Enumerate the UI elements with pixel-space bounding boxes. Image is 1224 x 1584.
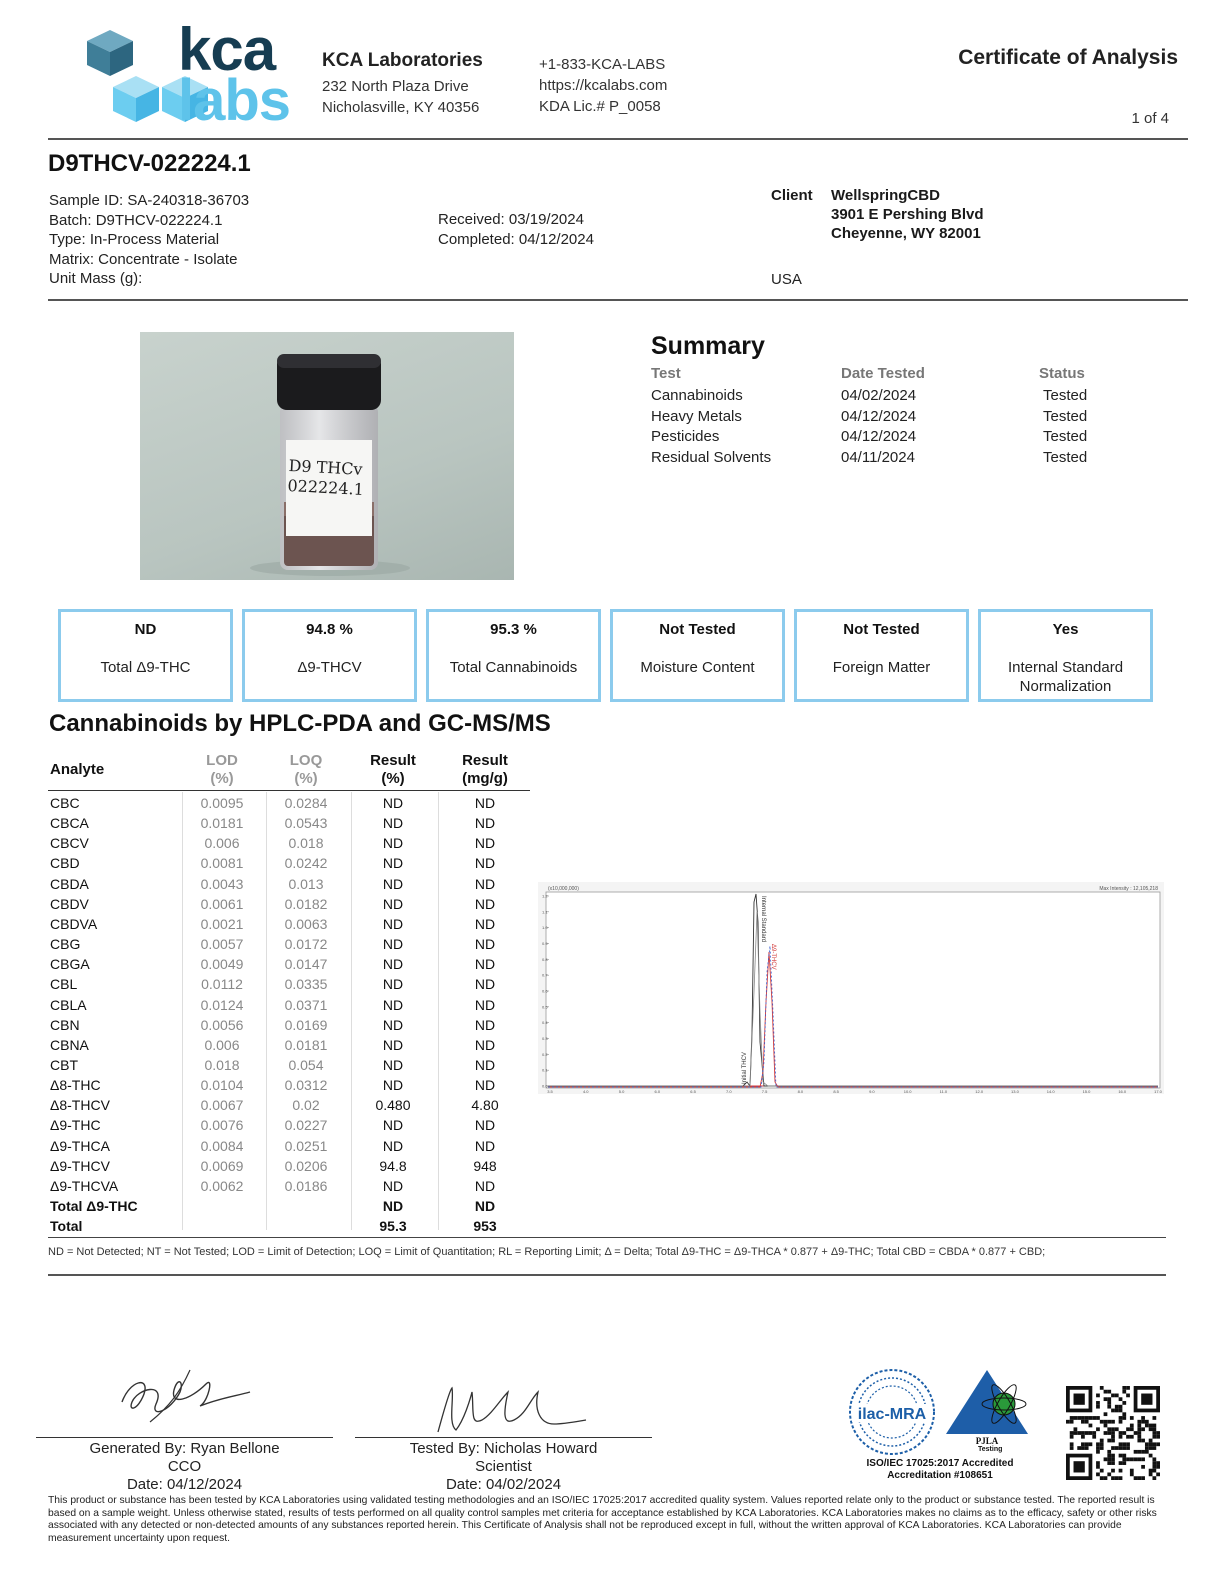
signature-nicholas-howard — [430, 1380, 590, 1440]
col-header-result-mg — [440, 752, 530, 788]
signature-date: Date: 04/02/2024 — [445, 1476, 562, 1493]
result-pct-cell: 0.480 — [375, 1097, 411, 1114]
lab-address-line2: Nicholasville, KY 40356 — [322, 99, 480, 116]
jar-label-line2: 022224.1 — [287, 476, 365, 499]
metric-label: Total Δ9-THC — [100, 659, 191, 676]
metric-label: Moisture Content — [640, 659, 755, 676]
metric-label: Total Cannabinoids — [449, 659, 578, 676]
lod-cell: 0.0181 — [200, 815, 244, 832]
col-header-result-pct-unit: (%) — [381, 770, 405, 787]
result-pct-cell: ND — [382, 1117, 404, 1134]
x-tick-label: 6.5 — [690, 1089, 696, 1094]
lod-cell: 0.0057 — [200, 936, 244, 953]
signer-role: Scientist — [475, 1458, 532, 1475]
lod-cell: 0.0104 — [200, 1077, 244, 1094]
metric-box-internal-standard — [978, 609, 1153, 702]
table-row — [48, 1216, 530, 1236]
x-tick-label: 10.0 — [903, 1089, 912, 1094]
loq-cell: 0.0147 — [284, 956, 328, 973]
loq-cell: 0.0186 — [284, 1177, 328, 1194]
result-pct-cell: ND — [382, 1036, 404, 1053]
table-row — [48, 914, 530, 934]
table-row — [48, 1075, 530, 1095]
metric-label: Δ9-THCV — [297, 659, 362, 676]
x-tick-label: 5.0 — [618, 1089, 625, 1094]
summary-row-date: 04/11/2024 — [841, 449, 915, 466]
col-header-result-pct-name: Result — [370, 752, 416, 769]
received-date: Received: 03/19/2024 — [438, 211, 584, 228]
logo-wordmark-kca: kca — [178, 16, 276, 83]
chromatogram-chart — [538, 882, 1164, 1094]
x-tick-label: 11.0 — [939, 1089, 948, 1094]
lod-cell: 0.0081 — [200, 855, 244, 872]
result-mg-cell: ND — [474, 1077, 496, 1094]
table-row — [48, 833, 530, 853]
result-mg-cell: ND — [474, 855, 496, 872]
result-pct-cell: ND — [382, 1077, 404, 1094]
signer-block-1 — [36, 1440, 333, 1494]
y-tick-label: 0.2 — [542, 1051, 548, 1057]
section-bottom-rule — [48, 1274, 1166, 1276]
x-tick-label: 9.0 — [869, 1089, 875, 1094]
lod-cell: 0.018 — [204, 1056, 240, 1073]
table-row — [48, 1035, 530, 1055]
signature-line — [355, 1437, 652, 1438]
result-mg-cell: ND — [474, 956, 496, 973]
table-row — [48, 1095, 530, 1115]
y-tick-label: 0.1 — [542, 1067, 548, 1073]
document-title: Certificate of Analysis — [958, 46, 1178, 69]
result-mg-cell: ND — [474, 795, 496, 811]
analyte-cell: CBCA — [50, 815, 89, 832]
metric-box-foreign-matter — [794, 609, 969, 702]
lab-phone: +1-833-KCA-LABS — [539, 56, 666, 73]
x-tick-label: 15.0 — [1082, 1089, 1091, 1094]
client-block — [831, 186, 984, 243]
loq-cell: 0.018 — [288, 835, 324, 852]
metric-box-d9-thcv — [242, 609, 417, 702]
analyte-cell: CBDV — [50, 895, 89, 912]
loq-cell: 0.0335 — [284, 976, 328, 993]
result-mg-cell: ND — [474, 875, 496, 892]
y-tick-label: 0.9 — [542, 941, 548, 946]
analyte-cell: CBDVA — [50, 915, 98, 932]
analyte-cell: CBDA — [50, 875, 89, 892]
sample-id: Sample ID: SA-240318-36703 — [49, 192, 250, 209]
result-mg-cell: ND — [474, 895, 496, 912]
result-pct-cell: ND — [382, 915, 404, 932]
sample-batch: Batch: D9THCV-022224.1 — [49, 211, 223, 229]
peak-label-internal-standard: Internal Standard — [760, 896, 766, 943]
metric-box-moisture — [610, 609, 785, 702]
analyte-cell: CBG — [50, 936, 81, 953]
metric-value: 95.3 % — [490, 621, 537, 638]
col-header-result-mg-name: Result — [462, 752, 508, 769]
x-tick-label: 3.5 — [547, 1089, 553, 1094]
table-bottom-rule — [48, 1237, 1166, 1238]
signer-block-2 — [355, 1440, 652, 1494]
lab-license: KDA Lic.# P_0058 — [539, 98, 661, 115]
analyte-cell: CBL — [50, 976, 78, 993]
x-tick-label: 16.0 — [1118, 1089, 1127, 1094]
result-mg-cell: ND — [474, 936, 496, 953]
info-divider — [48, 299, 1188, 301]
analyte-cell: Δ9-THCA — [50, 1137, 110, 1154]
result-mg-cell: ND — [474, 1036, 496, 1053]
cannabinoids-section-title: Cannabinoids by HPLC-PDA and GC-MS/MS — [49, 710, 551, 737]
summary-header-date: Date Tested — [841, 365, 925, 382]
summary-row-test: Pesticides — [651, 428, 720, 445]
loq-cell: 0.0172 — [284, 936, 328, 953]
lod-cell: 0.006 — [204, 1036, 240, 1053]
analyte-cell: Δ8-THCV — [50, 1097, 110, 1114]
signature-date: Date: 04/12/2024 — [126, 1476, 243, 1493]
loq-cell: 0.0227 — [284, 1117, 328, 1134]
analyte-cell: Total Δ9-THC — [50, 1198, 138, 1214]
metric-label: Foreign Matter — [832, 659, 931, 676]
metric-value: Yes — [1052, 621, 1079, 638]
y-tick-label: 1.0 — [542, 925, 548, 931]
result-mg-cell: ND — [474, 1137, 496, 1154]
accreditation-text — [856, 1458, 1024, 1482]
loq-cell: 0.0063 — [284, 915, 328, 932]
sample-details — [49, 191, 249, 289]
summary-row-date: 04/12/2024 — [841, 428, 917, 445]
accreditation-line2: Accreditation #108651 — [887, 1470, 993, 1481]
analyte-cell: CBC — [50, 795, 80, 811]
result-pct-cell: ND — [382, 1016, 404, 1033]
result-pct-cell: ND — [382, 835, 404, 852]
result-pct-cell: ND — [382, 875, 404, 892]
lod-cell: 0.0084 — [200, 1137, 244, 1154]
analyte-cell: Δ9-THC — [50, 1117, 101, 1134]
loq-cell: 0.054 — [288, 1056, 324, 1073]
col-header-loq-name: LOQ — [289, 752, 323, 769]
ilac-text: ilac-MRA — [857, 1406, 927, 1423]
loq-cell: 0.0284 — [284, 795, 328, 811]
x-tick-label: 12.0 — [975, 1089, 984, 1094]
lod-cell: 0.006 — [204, 835, 240, 852]
metric-box-total-d9-thc — [58, 609, 233, 702]
loq-cell: 0.0251 — [284, 1137, 328, 1154]
summary-row-date: 04/12/2024 — [841, 408, 917, 425]
lod-cell: 0.0095 — [200, 795, 244, 811]
metric-value: Not Tested — [659, 621, 736, 638]
result-mg-cell: 948 — [473, 1157, 497, 1174]
x-tick-label: 14.0 — [1046, 1089, 1055, 1094]
client-name: WellspringCBD — [831, 187, 940, 204]
table-row — [48, 874, 530, 894]
table-row — [48, 1176, 530, 1196]
loq-cell: 0.0169 — [284, 1016, 328, 1033]
table-row — [48, 1015, 530, 1035]
jar-label-line1: D9 THCv — [288, 456, 363, 479]
table-row — [48, 894, 530, 914]
table-footnote: ND = Not Detected; NT = Not Tested; LOD = Limit of Detection; LOQ = Limit of Quantitation; RL = Reporting Limit; Δ = Delta; Total Δ9-THC = Δ9-THCA * 0.877 + Δ9-THC; Total CBD = CBDA * 0.877 + CBD; — [48, 1246, 1046, 1258]
signature-line — [36, 1437, 333, 1438]
analyte-cell: CBCV — [50, 835, 89, 852]
loq-cell: 0.0312 — [284, 1077, 328, 1094]
lod-cell: 0.0124 — [200, 996, 244, 1013]
metric-box-total-cannabinoids — [426, 609, 601, 702]
table-row — [48, 934, 530, 954]
summary-row-status: Tested — [1043, 387, 1088, 404]
result-pct-cell: ND — [382, 1056, 404, 1073]
col-header-result-mg-unit: (mg/g) — [462, 770, 508, 787]
lod-cell: 0.0043 — [200, 875, 244, 892]
lod-cell: 0.0076 — [200, 1117, 244, 1134]
accreditation-line1: ISO/IEC 17025:2017 Accredited — [866, 1458, 1014, 1469]
loq-cell: 0.0242 — [284, 855, 328, 872]
pjla-text: PJLA — [975, 1436, 999, 1446]
result-pct-cell: ND — [382, 1198, 404, 1214]
legal-disclaimer: This product or substance has been tested by KCA Laboratories using validated testing methodologies and an ISO/IEC 17025:2017 accredited quality system. Values reported relate only to the product or substance tested. The reported result is based on a sample weight. Unless otherwise stated, results of tests performed on all quality control samples met criteria for acceptance established by KCA Laboratories. KCA Laboratories makes no claims as to the efficacy, safety or other risks associated with any detected or non-detected amounts of any substances reported herein. This Certificate of Analysis shall not be reproduced except in full, without the written approval of KCA Laboratories. KCA Laboratories can provide measurement uncertainty upon request. — [48, 1495, 1157, 1544]
result-mg-cell: ND — [474, 1198, 496, 1214]
client-country: USA — [771, 271, 802, 288]
logo-wordmark-labs: labs — [178, 68, 291, 133]
metric-value: 94.8 % — [306, 621, 353, 638]
signature-ryan-bellone — [110, 1362, 260, 1434]
x-tick-label: 4.0 — [582, 1089, 589, 1094]
result-pct-cell: ND — [382, 956, 404, 973]
client-city: Cheyenne, WY 82001 — [831, 225, 981, 242]
signer-role: CCO — [167, 1458, 202, 1475]
result-pct-cell: ND — [382, 815, 404, 832]
col-header-lod-name: LOD — [206, 752, 238, 769]
lod-cell: 0.0067 — [200, 1097, 244, 1114]
pjla-sub-text: Testing — [978, 1446, 1003, 1453]
loq-cell: 0.0543 — [284, 815, 328, 832]
loq-cell: 0.0182 — [284, 895, 328, 912]
col-header-analyte: Analyte — [50, 761, 105, 778]
summary-row-test: Cannabinoids — [651, 387, 743, 404]
summary-header-test: Test — [651, 365, 681, 382]
table-row — [48, 954, 530, 974]
completed-date: Completed: 04/12/2024 — [438, 230, 594, 248]
metric-value: Not Tested — [843, 621, 920, 638]
result-pct-cell: ND — [382, 895, 404, 912]
peak-label-initial: Initial THCV — [742, 1052, 748, 1084]
header-divider — [48, 138, 1188, 140]
table-header-rule — [48, 790, 530, 791]
analyte-cell: CBLA — [50, 996, 87, 1013]
y-tick-label: 0.6 — [542, 988, 548, 994]
y-tick-label: 0.4 — [542, 1020, 548, 1026]
result-pct-cell: ND — [382, 855, 404, 872]
tested-by: Tested By: Nicholas Howard — [409, 1440, 598, 1457]
batch-title: D9THCV-022224.1 — [48, 150, 251, 177]
col-header-loq-unit: (%) — [294, 770, 318, 787]
result-pct-cell: ND — [382, 976, 404, 993]
qr-code[interactable] — [1066, 1386, 1160, 1480]
loq-cell: 0.02 — [292, 1097, 320, 1114]
table-row — [48, 1115, 530, 1135]
y-tick-label: 0.7 — [542, 972, 548, 978]
y-tick-label: 1.2 — [542, 893, 548, 899]
analyte-cell: Δ9-THCV — [50, 1157, 110, 1174]
result-pct-cell: ND — [382, 1137, 404, 1154]
y-tick-label: 0.5 — [542, 1004, 548, 1010]
lab-website-link[interactable]: https://kcalabs.com — [539, 77, 668, 94]
result-pct-cell: 95.3 — [379, 1218, 407, 1235]
table-row — [48, 974, 530, 994]
y-tick-label: 0.3 — [542, 1036, 548, 1041]
table-row — [48, 793, 530, 813]
summary-row-status: Tested — [1043, 408, 1088, 425]
lab-name: KCA Laboratories — [322, 50, 483, 71]
table-row — [48, 813, 530, 833]
col-header-lod-unit: (%) — [210, 770, 234, 787]
table-row — [48, 853, 530, 873]
summary-title: Summary — [651, 332, 765, 360]
client-label: Client — [771, 187, 813, 204]
y-tick-label: 1.1 — [542, 909, 548, 915]
jar-handwritten-label — [287, 456, 365, 500]
loq-cell: 0.013 — [288, 875, 324, 892]
client-street: 3901 E Pershing Blvd — [831, 206, 984, 223]
result-mg-cell: ND — [474, 815, 496, 832]
result-mg-cell: ND — [474, 915, 496, 932]
summary-row-date: 04/02/2024 — [841, 387, 917, 404]
result-mg-cell: ND — [474, 1177, 496, 1194]
table-row — [48, 1156, 530, 1176]
result-pct-cell: ND — [382, 1177, 404, 1194]
metric-value: ND — [134, 621, 157, 638]
summary-row-status: Tested — [1043, 428, 1088, 445]
result-pct-cell: 94.8 — [379, 1157, 407, 1174]
analyte-cell: CBGA — [50, 956, 90, 973]
lod-cell: 0.0049 — [200, 956, 244, 973]
result-mg-cell: ND — [474, 1016, 496, 1033]
col-header-lod — [182, 752, 262, 788]
lod-cell: 0.0069 — [200, 1157, 244, 1174]
loq-cell: 0.0206 — [284, 1157, 328, 1174]
analyte-cell: CBD — [50, 855, 80, 872]
result-mg-cell: ND — [474, 1056, 496, 1073]
loq-cell: 0.0181 — [284, 1036, 328, 1053]
col-header-result-pct — [351, 752, 435, 788]
peak-label-d9-thcv: Δ9-THCV — [770, 944, 776, 970]
ilac-mra-logo — [848, 1368, 936, 1456]
lod-cell: 0.0056 — [200, 1016, 244, 1033]
pjla-logo — [944, 1366, 1030, 1450]
y-tick-label: 0.0 — [542, 1083, 548, 1089]
analyte-cell: CBN — [50, 1016, 80, 1033]
analyte-cell: CBT — [50, 1056, 78, 1073]
summary-header-status: Status — [1039, 365, 1085, 382]
analyte-cell: Δ8-THC — [50, 1077, 101, 1094]
lod-cell: 0.0112 — [201, 976, 243, 993]
table-row — [48, 995, 530, 1015]
x-tick-label: 8.5 — [833, 1089, 839, 1094]
table-row — [48, 1196, 530, 1216]
x-tick-label: 7.5 — [761, 1089, 768, 1094]
result-mg-cell: ND — [474, 996, 496, 1013]
analyte-cell: Δ9-THCVA — [50, 1177, 119, 1194]
result-pct-cell: ND — [382, 936, 404, 953]
x-tick-label: 6.0 — [654, 1089, 661, 1094]
result-pct-cell: ND — [382, 996, 404, 1013]
lab-address-line1: 232 North Plaza Drive — [322, 78, 469, 95]
generated-by: Generated By: Ryan Bellone — [89, 1440, 280, 1457]
result-mg-cell: 953 — [473, 1218, 497, 1235]
loq-cell: 0.0371 — [284, 996, 328, 1013]
result-mg-cell: ND — [474, 976, 496, 993]
chart-top-left-label: (x10,000,000) — [548, 886, 579, 892]
result-mg-cell: ND — [474, 1117, 496, 1134]
page-number: 1 of 4 — [1131, 110, 1169, 127]
sample-photo — [140, 332, 514, 580]
sample-unit-mass: Unit Mass (g): — [49, 270, 143, 287]
metric-label: Internal Standard Normalization — [1007, 659, 1124, 695]
x-tick-label: 7.0 — [726, 1089, 732, 1094]
table-row — [48, 1136, 530, 1156]
result-pct-cell: ND — [382, 795, 404, 811]
result-mg-cell: 4.80 — [471, 1097, 499, 1114]
x-tick-label: 17.0 — [1154, 1089, 1162, 1094]
lod-cell: 0.0021 — [200, 915, 244, 932]
x-tick-label: 8.0 — [797, 1089, 804, 1094]
summary-row-status: Tested — [1043, 449, 1088, 466]
summary-row-test: Heavy Metals — [651, 408, 742, 425]
analyte-cell: Total — [50, 1218, 83, 1235]
table-row — [48, 1055, 530, 1075]
sample-matrix: Matrix: Concentrate - Isolate — [49, 250, 238, 268]
sample-dates — [438, 210, 594, 249]
result-mg-cell: ND — [474, 835, 496, 852]
x-tick-label: 13.0 — [1011, 1089, 1019, 1094]
analyte-cell: CBNA — [50, 1036, 89, 1053]
sample-jar-illustration — [140, 332, 514, 580]
lod-cell: 0.0061 — [200, 895, 244, 912]
y-tick-label: 0.8 — [542, 956, 548, 962]
sample-type: Type: In-Process Material — [49, 231, 220, 248]
col-header-loq — [266, 752, 346, 788]
chart-top-right-label: Max Intensity : 12,105,218 — [1099, 886, 1158, 892]
summary-row-test: Residual Solvents — [651, 449, 772, 466]
lod-cell: 0.0062 — [200, 1177, 244, 1194]
